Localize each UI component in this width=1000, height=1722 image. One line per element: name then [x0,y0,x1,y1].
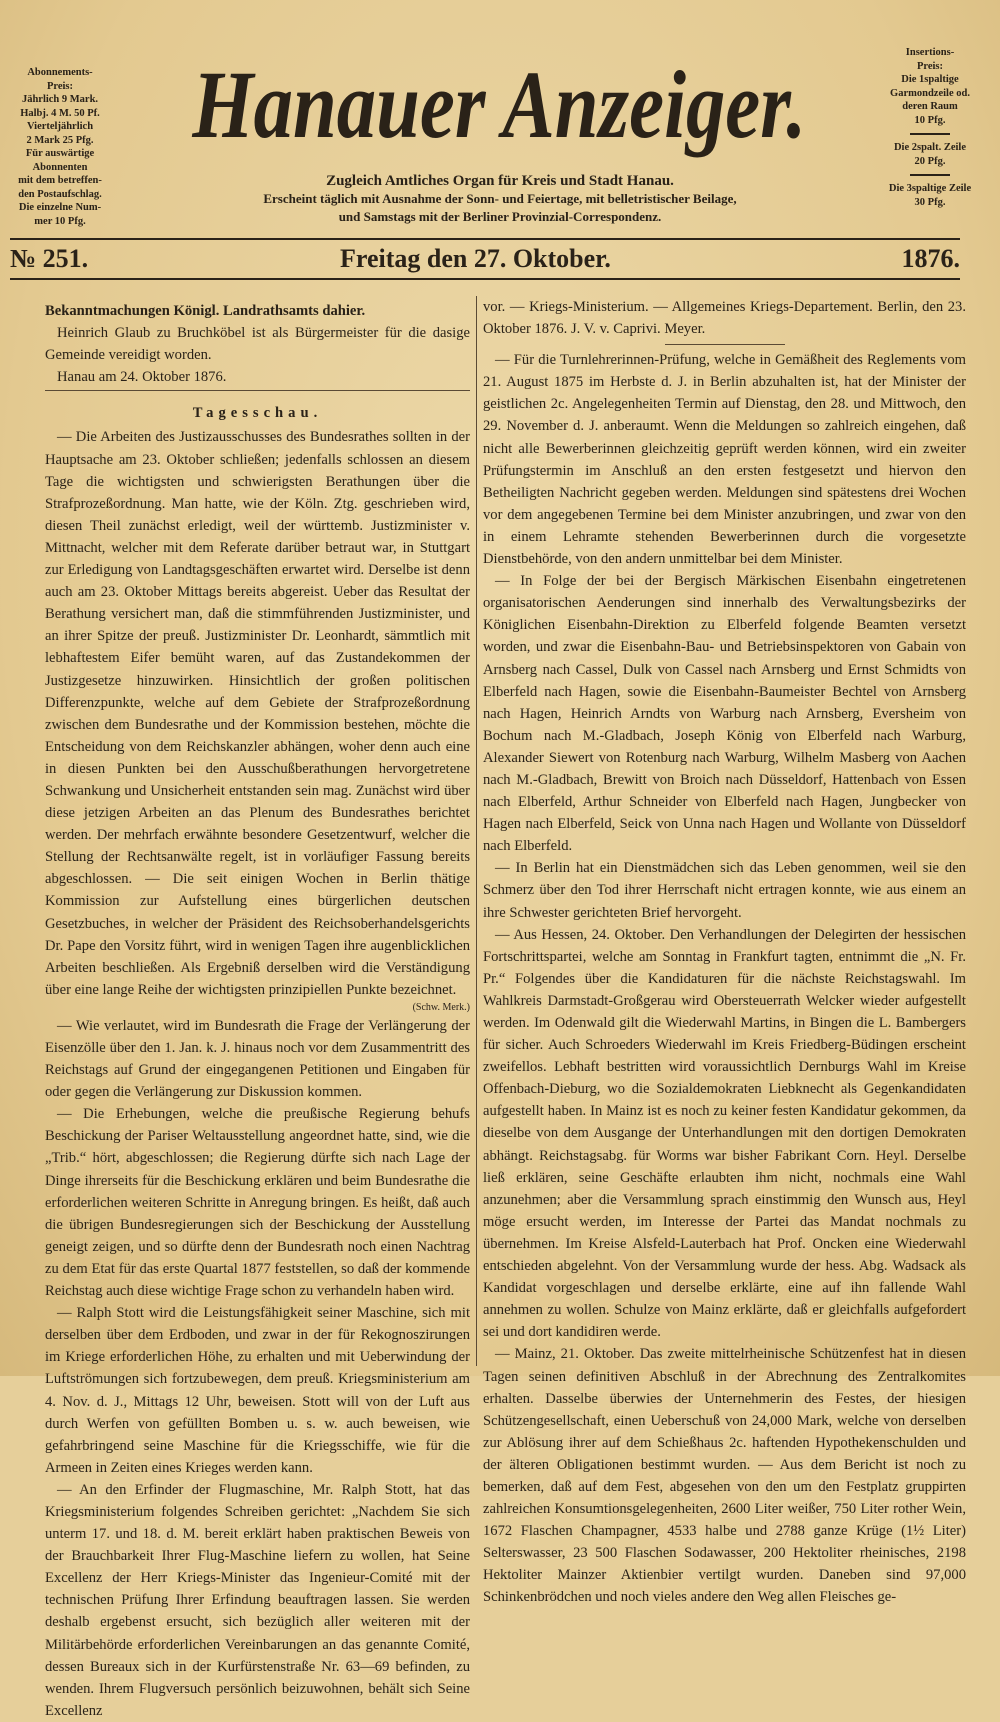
price-line: Abonnements- [27,67,93,78]
price-line: Die einzelne Num- [18,202,102,213]
price-line: Vierteljährlich [26,121,94,132]
price-line: Halbj. 4 M. 50 Pf. [20,107,100,119]
masthead-subtitle [150,172,850,226]
article: — Die Arbeiten des Justizausschusses des Bundesrathes sollten in der Hauptsache am 23. Oktober schließen; jedenfalls schlossen an diesem Tage die wichtigsten und schwierigsten Berathungen über die Strafprozeßordnung. Man hatte, wie der Köln. Ztg. geschrieben wird, diesen Theil zunächst erledigt, weil der württemb. Justizminister v. Mittnacht, welcher mit dem Referate darüber betraut war, in Stuttgart zur Erledigung von Landtagsgeschäften erwartet wird. Derselbe ist denn auch am 23. Oktober Mittags bereits abgereist. Ueber das Resultat der Berathung versichert man, daß die stimmführenden Justizminister, und an ihrer Spitze der preuß. Justizminister Dr. Leonhardt, sämmtlich mit lebhaftestem Eifer bemüht waren, auf das Zustandekommen der Justizgesetze hinzuwirken. Hinsichtlich der großen politischen Differenzpunkte, welche auf dem Gebiete der Strafprozeßordnung zwischen dem Bundesrathe und der Kommission bestehen, möchte die Entscheidung von dem Reichskanzler abhängen, woher denn auch eine in diesen Punkten bei den Ausschußberathungen hervorgetretene Schwankung und Unsicherheit entstanden sein mag. Zunächst wird über diese jetzigen Arbeiten an das Plenum des Bundesrathes berichtet werden. Der mehrfach erwähnte besondere Gesetzentwurf, welcher die Stellung der Rechtsanwälte regelt, ist in vorläufiger Fassung bereits abgeschlossen. — Die seit einigen Wochen in Berlin thätige Kommission zur Aufstellung eines bürgerlichen deutschen Gesetzbuches, in welcher der Präsident des Reichsoberhandelsgerichts Dr. Pape den Vorsitz führt, wird in wenigen Tagen ihre augenblicklichen Arbeiten beschließen. Als Ergebniß derselben wird die Verständigung über eine lange Reihe der wichtigsten prinzipiellen Punkte bezeichnet. [45,429,470,998]
price-line: 2 Mark 25 Pfg. [26,134,94,146]
issue-year: 1876. [901,244,960,273]
notice-heading: Bekanntmachungen Königl. Landrathsamts dahier. [45,303,366,319]
article: — Die Erhebungen, welche die preußische Regierung behufs Beschickung der Pariser Weltausstellung angeordnet hatte, sind, wie die „Trib.“ hört, abgeschlossen; die Regierung dürfte sich nach Lage der Dinge ihrerseits für die Beschickung erklären und beim Bundesrathe die erforderlichen weiteren Schritte in Anregung bringen. Es heißt, daß auch die übrigen Bundesregierungen sich der Beschickung der Ausstellung geneigt zeigen, und so dürfte denn der Bundesrath noch einen Nachtrag zu dem Etat für das erste Quartal 1877 feststellen, so daß der kommende Reichstag auch diese wichtige Frage schon zu verhandeln haben wird. [45,1106,470,1300]
price-line: mit dem betreffen- [18,175,102,186]
article: — Für die Turnlehrerinnen-Prüfung, welche in Gemäßheit des Reglements vom 21. August 1875 im Herbste d. J. in Berlin abzuhalten ist, hat der Minister der geistlichen 2c. Angelegenheiten Termin auf Dienstag, den 28. und Mittwoch, den 29. November d. J. anberaumt. Wenn die Meldungen so zahlreich eingehen, daß nicht alle Bewerberinnen gleichzeitig geprüft werden können, wird ein zweiter Prüfungstermin im Anschluß an den ersten festgesetzt und hiervon den Betheiligten Nachricht gegeben werden. Meldungen sind spätestens drei Wochen vor dem angegebenen Termine bei dem Minister anzubringen, und zwar von den in einem Lehramte stehenden Bewerberinnen durch die vorgesetzte Dienstbehörde, von den andern unmittelbar bei dem Minister. [483,352,966,568]
article: — Mainz, 21. Oktober. Das zweite mittelrheinische Schützenfest hat in diesen Tagen seinen definitiven Abschluß in der Abrechnung des Zentralkomites erhalten. Dasselbe überwies der Unternehmerin des Festes, der hiesigen Schützengesellschaft, einen Ueberschuß von 24,000 Mark, welche von derselben zur Ablösung ihrer auf dem Schießhaus 2c. haftenden Hypothekenschulden und der älteren Obligationen bestimmt wurden. — Aus dem Bericht ist noch zu bemerken, daß auf dem Fest, abgesehen von den um den Festplatz gruppirten zahlreichen Konsumtionsgelegenheiten, 2600 Liter weißer, 750 Liter rother Wein, 1672 Flaschen Champagner, 4533 halbe und 2788 ganze Krüge (1½ Liter) Selterswasser, 23 500 Flaschen Sodawasser, 200 Hektoliter rheinisches, 2198 Hektoliter Mainzer Aktienbier vertilgt wurden. Daneben sind 97,000 Schinkenbrödchen und noch vieles andere den Weg allen Fleisches ge- [483,1346,966,1606]
article: — Wie verlautet, wird im Bundesrath die Frage der Verlängerung der Eisenzölle über den 1. Jan. k. J. hinaus noch vor dem Zusammentritt des Reichstags auf Grund der eingegangenen Petitionen und Eingaben für oder gegen die Verlängerung zur Diskussion kommen. [45,1017,470,1101]
divider [910,133,950,135]
article-source: (Schw. Merk.) [412,1001,470,1013]
article: — In Berlin hat ein Dienstmädchen sich das Leben genommen, weil sie den Schmerz über den Tod ihrer Herrschaft nicht ertragen konnte, wie aus einem an ihre Schwester gerichteten Brief hervorgeht. [483,860,966,921]
price-line: 30 Pfg. [914,196,946,208]
price-line: Die 2spalt. Zeile [893,142,967,153]
price-line: Preis: [916,60,944,72]
divider [45,390,470,391]
price-line: 20 Pfg. [914,155,946,167]
subtitle-line: Zugleich Amtliches Organ für Kreis und Stadt Hanau. [326,173,674,189]
divider [910,174,950,176]
divider [665,344,785,345]
right-column [483,296,966,1609]
left-column [45,300,470,1722]
price-line: Für auswärtige [25,148,95,159]
dateline [10,238,960,280]
notice-body: Heinrich Glaub zu Bruchköbel ist als Bürgermeister für die dasige Gemeinde vereidigt worden. [45,325,470,364]
price-line: Die 3spaltige Zeile [888,183,972,194]
article: — In Folge der bei der Bergisch Märkischen Eisenbahn eingetretenen organisatorischen Aenderungen sind innerhalb des Verwaltungsbezirks der Königlichen Eisenbahn-Direktion zu Elberfeld folgende Beamten versetzt worden, und zwar die Eisenbahn-Bau- und Betriebsinspektoren von Gabain von Arnsberg nach Cassel, Dulk von Cassel nach Arnsberg und Ernst Schmidts von Elberfeld nach Hagen, sowie die Eisenbahn-Baumeister Bechtel von Arnsberg nach Hagen, Heinrich Arndts von Warburg nach Arnsberg, Eversheim von Bochum nach M.-Gladbach, Joseph König von Elberfeld nach Warburg, Alexander Siewert von Rotenburg nach Warburg, Wilhelm Masberg von Aachen nach M.-Gladbach, Brewitt von Broich nach Düsseldorf, Hattenbach von Essen nach Elberfeld, Arthur Schneider von Elberfeld nach Hagen, Jungbecker von Hagen nach Elberfeld, Seick von Unna nach Hagen und Wollante von Düsseldorf nach Elberfeld. [483,573,966,855]
notice-date: Hanau am 24. Oktober 1876. [57,369,227,386]
price-line: Garmondzeile od. [890,87,970,99]
article: — Ralph Stott wird die Leistungsfähigkeit seiner Maschine, sich mit derselben über dem Erdboden, und zwar in der für Rekognoszirungen im Kriege erforderlichen Höhe, zu erhalten und mit Ueberwindung der Luftströmungen sich fortzubewegen, dem preuß. Kriegsministerium am 4. Nov. d. J., Mittags 12 Uhr, beweisen. Stott will von der Luft aus durch Werfen von gefüllten Bomben u. s. w. auch beweisen, wie gefahrbringend seine Maschine für die Kriegsschiffe, wie für die Armeen in Zeiten eines Krieges werden kann. [45,1305,470,1476]
issue-number: № 251. [10,244,89,273]
section-heading: Tagesschau. [192,405,323,422]
price-line: mer 10 Pfg. [34,215,86,227]
advert-price-box [865,46,995,209]
price-line: deren Raum [902,101,958,112]
price-line: Abonnenten [32,161,88,173]
article: vor. — Kriegs-Ministerium. — Allgemeines Kriegs-Departement. Berlin, den 23. Oktober 1876. J. V. v. Caprivi. Meyer. [483,299,966,338]
price-line: Die 1spaltige [901,74,959,85]
article: — An den Erfinder der Flugmaschine, Mr. Ralph Stott, hat das Kriegsministerium folgendes Schreiben gerichtet: „Nachdem Sie sich unterm 17. und 18. d. M. bereit erklärt haben praktischen Beweis von der Brauchbarkeit Ihrer Flug-Maschine liefern zu wollen, hat Seine Excellenz der Herr Kriegs-Minister das Ingenieur-Comité mit der technischen Prüfung Ihrer Erfindung beauftragen lassen. Sie werden deshalb ergebenst ersucht, sich bezüglich aller weiteren mit der Militärbehörde erforderlichen Vereinbarungen an das genannte Comité, dessen Bureaux sich in der Kurfürstenstraße Nr. 63—69 befinden, zu wenden. Ihrem Flugversuch persönlich beizuwohnen, behält sich Seine Excellenz [45,1481,470,1719]
price-line: Insertions- [905,47,955,58]
price-line: den Postaufschlag. [18,188,102,200]
subscription-price-box [5,66,115,228]
price-line: Preis: [46,80,74,92]
price-line: Jährlich 9 Mark. [21,94,99,105]
column-divider [476,296,477,1366]
masthead-title-text: Hanauer Anzeiger. [192,51,807,158]
subtitle-line: Erscheint täglich mit Ausnahme der Sonn- und Feiertage, mit belletristischer Beilage, [263,191,737,206]
article: — Aus Hessen, 24. Oktober. Den Verhandlungen der Delegirten der hessischen Fortschrittspartei, welche am Sonntag in Frankfurt tagten, entnimmt die „N. Fr. Pr.“ Folgendes über die Kandidaturen für die nächste Reichstagswahl. Im Wahlkreis Darmstadt-Großgerau wird Obersteuerrath Welcker wieder aufgestellt werden. Im Odenwald gilt die Wiederwahl Martins, in Bingen die L. Bambergers für sicher. Auch Schroeders Wiederwahl im Kreis Friedberg-Büdingen erscheint zweifellos. Lebhaft bestritten wird voraussichtlich Dernburgs Wahl im Kreise Offenbach-Dieburg, wo die Sozialdemokraten Liebknecht als Gegenkandidaten aufgestellt haben. In Mainz ist es noch zu keiner festen Kandidatur gekommen, da dieselbe von dem Ausgange der Unterhandlungen mit den dortigen Demokraten abhängt. Reichstagsabg. für Worms war bisher Fabrikant Corn. Heyl. Derselbe ließ erklären, seine Geschäfte erlaubten ihm nicht, nochmals eine Wahl anzunehmen; aber die Versammlung sprach einstimmig den Wunsch aus, Heyl möge ersucht werden, im Interesse der Partei das Mandat nochmals zu übernehmen. Im Kreise Alsfeld-Lauterbach hat Prof. Oncken eine Wiederwahl entschieden abgelehnt. Von der Versammlung wurde der hess. Abg. Wadsack als Kandidat vorgeschlagen und derselbe erklärte, eine auf ihn fallende Wahl annehmen zu wollen. Schulze von Mainz erklärte, daß er gleichfalls aufgefordert sei und dort kandidiren werde. [483,926,966,1341]
price-line: 10 Pfg. [914,114,946,126]
masthead-title [125,45,865,165]
issue-date: Freitag den 27. Oktober. [340,244,611,273]
subtitle-line: und Samstags mit der Berliner Provinzial-Correspondenz. [338,209,662,224]
